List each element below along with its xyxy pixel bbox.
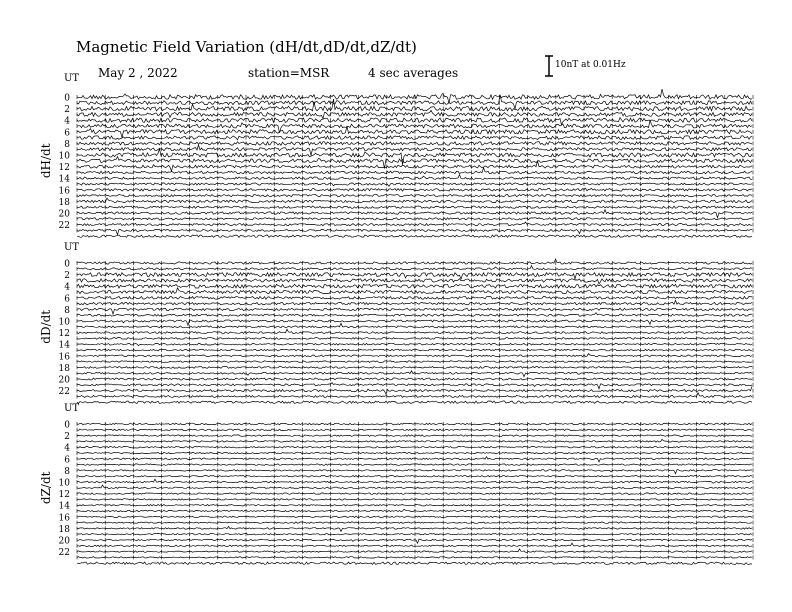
trace-line [77,493,752,495]
hour-tick-label: 2 [64,271,70,282]
date-label: May 2 , 2022 [98,66,178,80]
hour-tick-label: 2 [64,105,70,116]
hour-tick-label: 2 [64,432,70,443]
ut-axis-label: UT [64,73,80,84]
trace-line [77,338,752,340]
trace-line [77,464,752,465]
trace-line [77,168,752,174]
hour-tick-label: 6 [64,128,70,139]
trace-line [77,284,752,288]
scale-bar [545,56,553,76]
hour-tick-label: 4 [64,116,70,127]
hour-tick-label: 12 [58,329,70,340]
trace-line [77,175,752,180]
hour-tick-label: 22 [58,548,70,559]
trace-line [77,505,752,506]
trace-line [77,323,752,328]
hour-tick-label: 4 [64,282,70,293]
hour-tick-label: 20 [58,375,70,386]
hour-tick-label: 20 [58,209,70,220]
station-label: station=MSR [248,66,330,80]
hour-tick-label: 14 [58,501,70,512]
hour-tick-label: 16 [58,513,70,524]
trace-line [77,296,752,299]
trace-line [77,371,752,377]
trace-line [77,126,752,138]
hour-tick-label: 16 [58,186,70,197]
hour-tick-label: 12 [58,163,70,174]
trace-line [77,522,752,523]
trace-line [77,157,752,169]
trace-line [77,136,752,140]
trace-line [77,161,752,171]
trace-line [77,361,752,363]
trace-line [77,279,752,284]
trace-line [77,367,752,369]
trace-line [77,218,752,220]
hour-tick-label: 18 [58,524,70,535]
trace-line [77,378,752,380]
trace-line [77,509,752,512]
hour-tick-label: 6 [64,455,70,466]
hour-tick-label: 0 [64,93,70,104]
trace-line [77,401,752,403]
trace-line [77,195,752,197]
trace-line [77,457,752,462]
ut-axis-label: UT [64,242,80,253]
trace-line [77,549,752,553]
hour-tick-label: 6 [64,294,70,305]
ut-axis-label: UT [64,403,80,414]
trace-line [77,439,752,442]
hour-tick-label: 10 [58,478,70,489]
chart-title: Magnetic Field Variation (dH/dt,dD/dt,dZ/dt) [76,38,417,56]
hour-tick-label: 0 [64,259,70,270]
trace-line [77,479,752,483]
hour-tick-label: 0 [64,420,70,431]
trace-line [77,452,752,453]
trace-line [77,543,752,546]
trace-line [77,349,752,351]
trace-line [77,210,752,218]
panel-dh-dt [39,73,753,237]
trace-line [77,320,752,326]
hour-tick-label: 22 [58,387,70,398]
hour-tick-label: 14 [58,174,70,185]
trace-line [77,266,752,270]
trace-line [77,288,752,294]
hour-tick-label: 14 [58,340,70,351]
trace-line [77,383,752,389]
trace-line [77,354,752,357]
panel-ylabel: dH/dt [39,143,53,179]
panel-dd-dt [39,242,753,403]
trace-line [77,429,752,431]
trace-line [77,222,752,227]
trace-line [77,273,752,279]
trace-line [77,300,752,305]
hour-tick-label: 10 [58,151,70,162]
averaging-label: 4 sec averages [368,66,459,80]
trace-line [77,259,752,264]
trace-line [77,499,752,500]
hour-tick-label: 10 [58,317,70,328]
trace-line [77,118,752,125]
trace-line [77,229,752,235]
trace-line [77,562,752,564]
trace-line [77,393,752,398]
hour-tick-label: 18 [58,363,70,374]
trace-line [77,485,752,488]
hour-tick-label: 8 [64,139,70,150]
trace-line [77,188,752,191]
hour-tick-label: 22 [58,221,70,232]
trace-line [77,235,752,237]
trace-line [77,110,752,118]
trace-line [77,142,752,146]
trace-line [77,470,752,474]
panel-ylabel: dZ/dt [39,471,53,505]
hour-tick-label: 4 [64,443,70,454]
hour-tick-label: 8 [64,305,70,316]
panel-dz-dt [39,403,753,564]
trace-line [77,446,752,448]
trace-line [77,435,752,437]
trace-line [77,206,752,208]
trace-line [77,313,752,317]
panel-ylabel: dD/dt [39,309,53,344]
hour-tick-label: 16 [58,352,70,363]
scale-label: 10nT at 0.01Hz [555,60,626,70]
trace-line [77,516,752,517]
hour-tick-label: 8 [64,466,70,477]
trace-line [77,534,752,535]
trace-line [77,476,752,477]
trace-line [77,198,752,203]
trace-line [77,526,752,531]
hour-tick-label: 18 [58,197,70,208]
hour-tick-label: 20 [58,536,70,547]
trace-line [77,343,752,345]
hour-tick-label: 12 [58,490,70,501]
trace-line [77,329,752,334]
trace-line [77,308,752,314]
trace-line [77,423,752,425]
trace-line [77,386,752,394]
trace-line [77,183,752,187]
trace-line [77,557,752,558]
trace-line [77,539,752,543]
